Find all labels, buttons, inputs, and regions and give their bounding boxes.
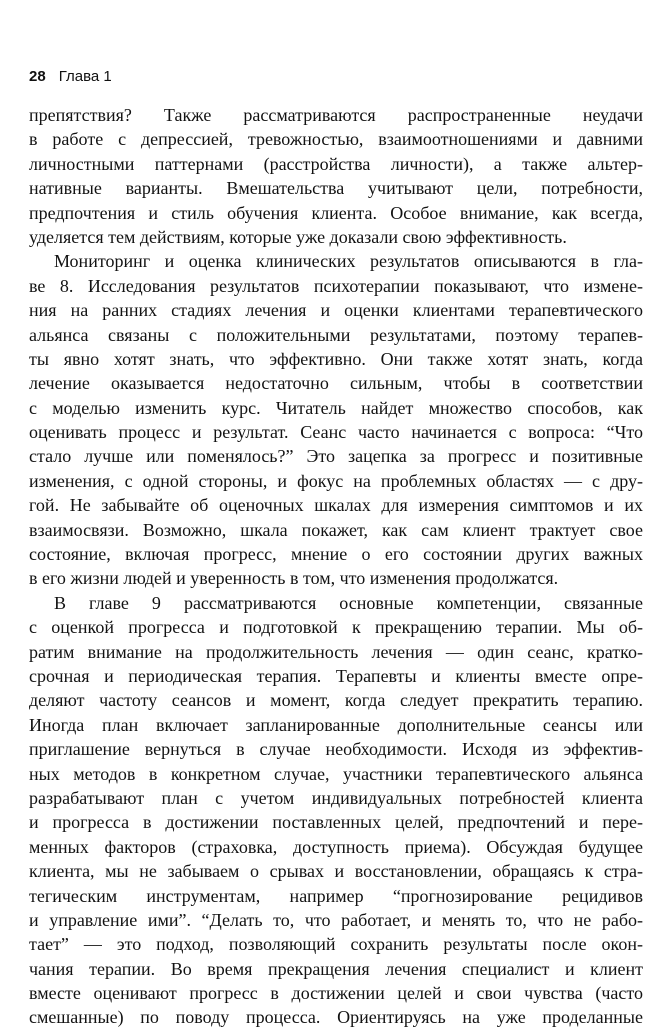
text-line: изменения, с одной стороны, и фокус на проблемных областях — с дру- (29, 470, 643, 491)
text-line: менных факторов (страховка, доступность приема). Обсуждая будущее (29, 836, 643, 857)
text-line: срочная и периодическая терапия. Терапевты и клиенты вместе опре- (29, 665, 643, 686)
paragraph-3 (29, 591, 643, 1030)
text-line: и управление ими”. “Делать то, что работает, и менять то, что не рабо- (29, 909, 643, 930)
text-line: приглашение вернуться в случае необходимости. Исходя из эффектив- (29, 739, 643, 760)
text-line: предпочтения и стиль обучения клиента. Особое внимание, как всегда, (29, 202, 643, 223)
text-line: деляют частоту сеансов и момент, когда следует прекратить терапию. (29, 690, 643, 711)
text-line: альянса связаны с положительными результатами, поэтому терапев- (29, 324, 643, 345)
text-line: состояние, включая прогресс, мнение о его состоянии других важных (29, 544, 643, 565)
text-line: взаимосвязи. Возможно, шкала покажет, как сам клиент трактует свое (29, 519, 643, 540)
chapter-label: Глава 1 (58, 68, 112, 85)
text-line: смешанные) по поводу процесса. Ориентируясь на уже проделанные (29, 1007, 643, 1028)
text-line: тегическим инструментам, например “прогнозирование рецидивов (29, 885, 643, 906)
text-line: уделяется тем действиям, которые уже доказали свою эффективность. (29, 226, 567, 247)
text-line: Мониторинг и оценка клинических результатов описываются в гла- (54, 251, 643, 272)
text-line: оценивать процесс и результат. Сеанс часто начинается с вопроса: “Что (29, 422, 643, 443)
paragraph-2 (29, 249, 643, 590)
text-line: в его жизни людей и уверенность в том, что изменения продолжатся. (29, 568, 559, 589)
text-line: ратим внимание на продолжительность лечения — один сеанс, кратко- (29, 641, 643, 662)
text-line: личностными паттернами (расстройства личности), а также альтер- (29, 153, 643, 174)
text-line: гой. Не забывайте об оценочных шкалах для измерения симптомов и их (29, 495, 643, 516)
text-line: препятствия? Также рассматриваются распространенные неудачи (29, 105, 643, 125)
text-line: с оценкой прогресса и подготовкой к прекращению терапии. Мы об- (29, 617, 643, 638)
running-head (29, 68, 112, 85)
text-line: вместе оценивают прогресс в достижении целей и свои чувства (часто (29, 983, 643, 1004)
text-line: разрабатывают план с учетом индивидуальных потребностей клиента (29, 787, 643, 808)
text-line: В главе 9 рассматриваются основные компетенции, связанные (54, 592, 643, 613)
paragraph-1 (29, 103, 643, 249)
text-line: и прогресса в достижении поставленных целей, предпочтений и пере- (29, 812, 643, 833)
text-line: ты явно хотят знать, что эффективно. Они также хотят знать, когда (29, 348, 643, 369)
text-line: чания терапии. Во время прекращения лечения специалист и клиент (29, 958, 643, 979)
text-line: Иногда план включает запланированные дополнительные сеансы или (29, 714, 643, 735)
page-number: 28 (29, 68, 46, 85)
text-line: ния на ранних стадиях лечения и оценки клиентами терапевтического (29, 300, 643, 321)
text-line: нативные варианты. Вмешательства учитывают цели, потребности, (29, 178, 643, 199)
text-line: клиента, мы не забываем о срывах и восстановлении, обращаясь к стра- (29, 861, 643, 882)
text-line: тает” — это подход, позволяющий сохранить результаты после окон- (29, 934, 643, 955)
text-line: с моделью изменить курс. Читатель найдет множество способов, как (29, 397, 643, 418)
text-line: стало лучше или поменялось?” Это зацепка за прогресс и позитивные (29, 446, 643, 467)
text-line: ных методов в конкретном случае, участники терапевтического альянса (29, 763, 643, 784)
text-line: лечение оказывается недостаточно сильным, чтобы в соответствии (29, 373, 643, 394)
text-line: в работе с депрессией, тревожностью, взаимоотношениями и давними (29, 129, 643, 150)
text-line: ве 8. Исследования результатов психотерапии показывают, что измене- (29, 275, 643, 296)
body-text (29, 103, 643, 1030)
